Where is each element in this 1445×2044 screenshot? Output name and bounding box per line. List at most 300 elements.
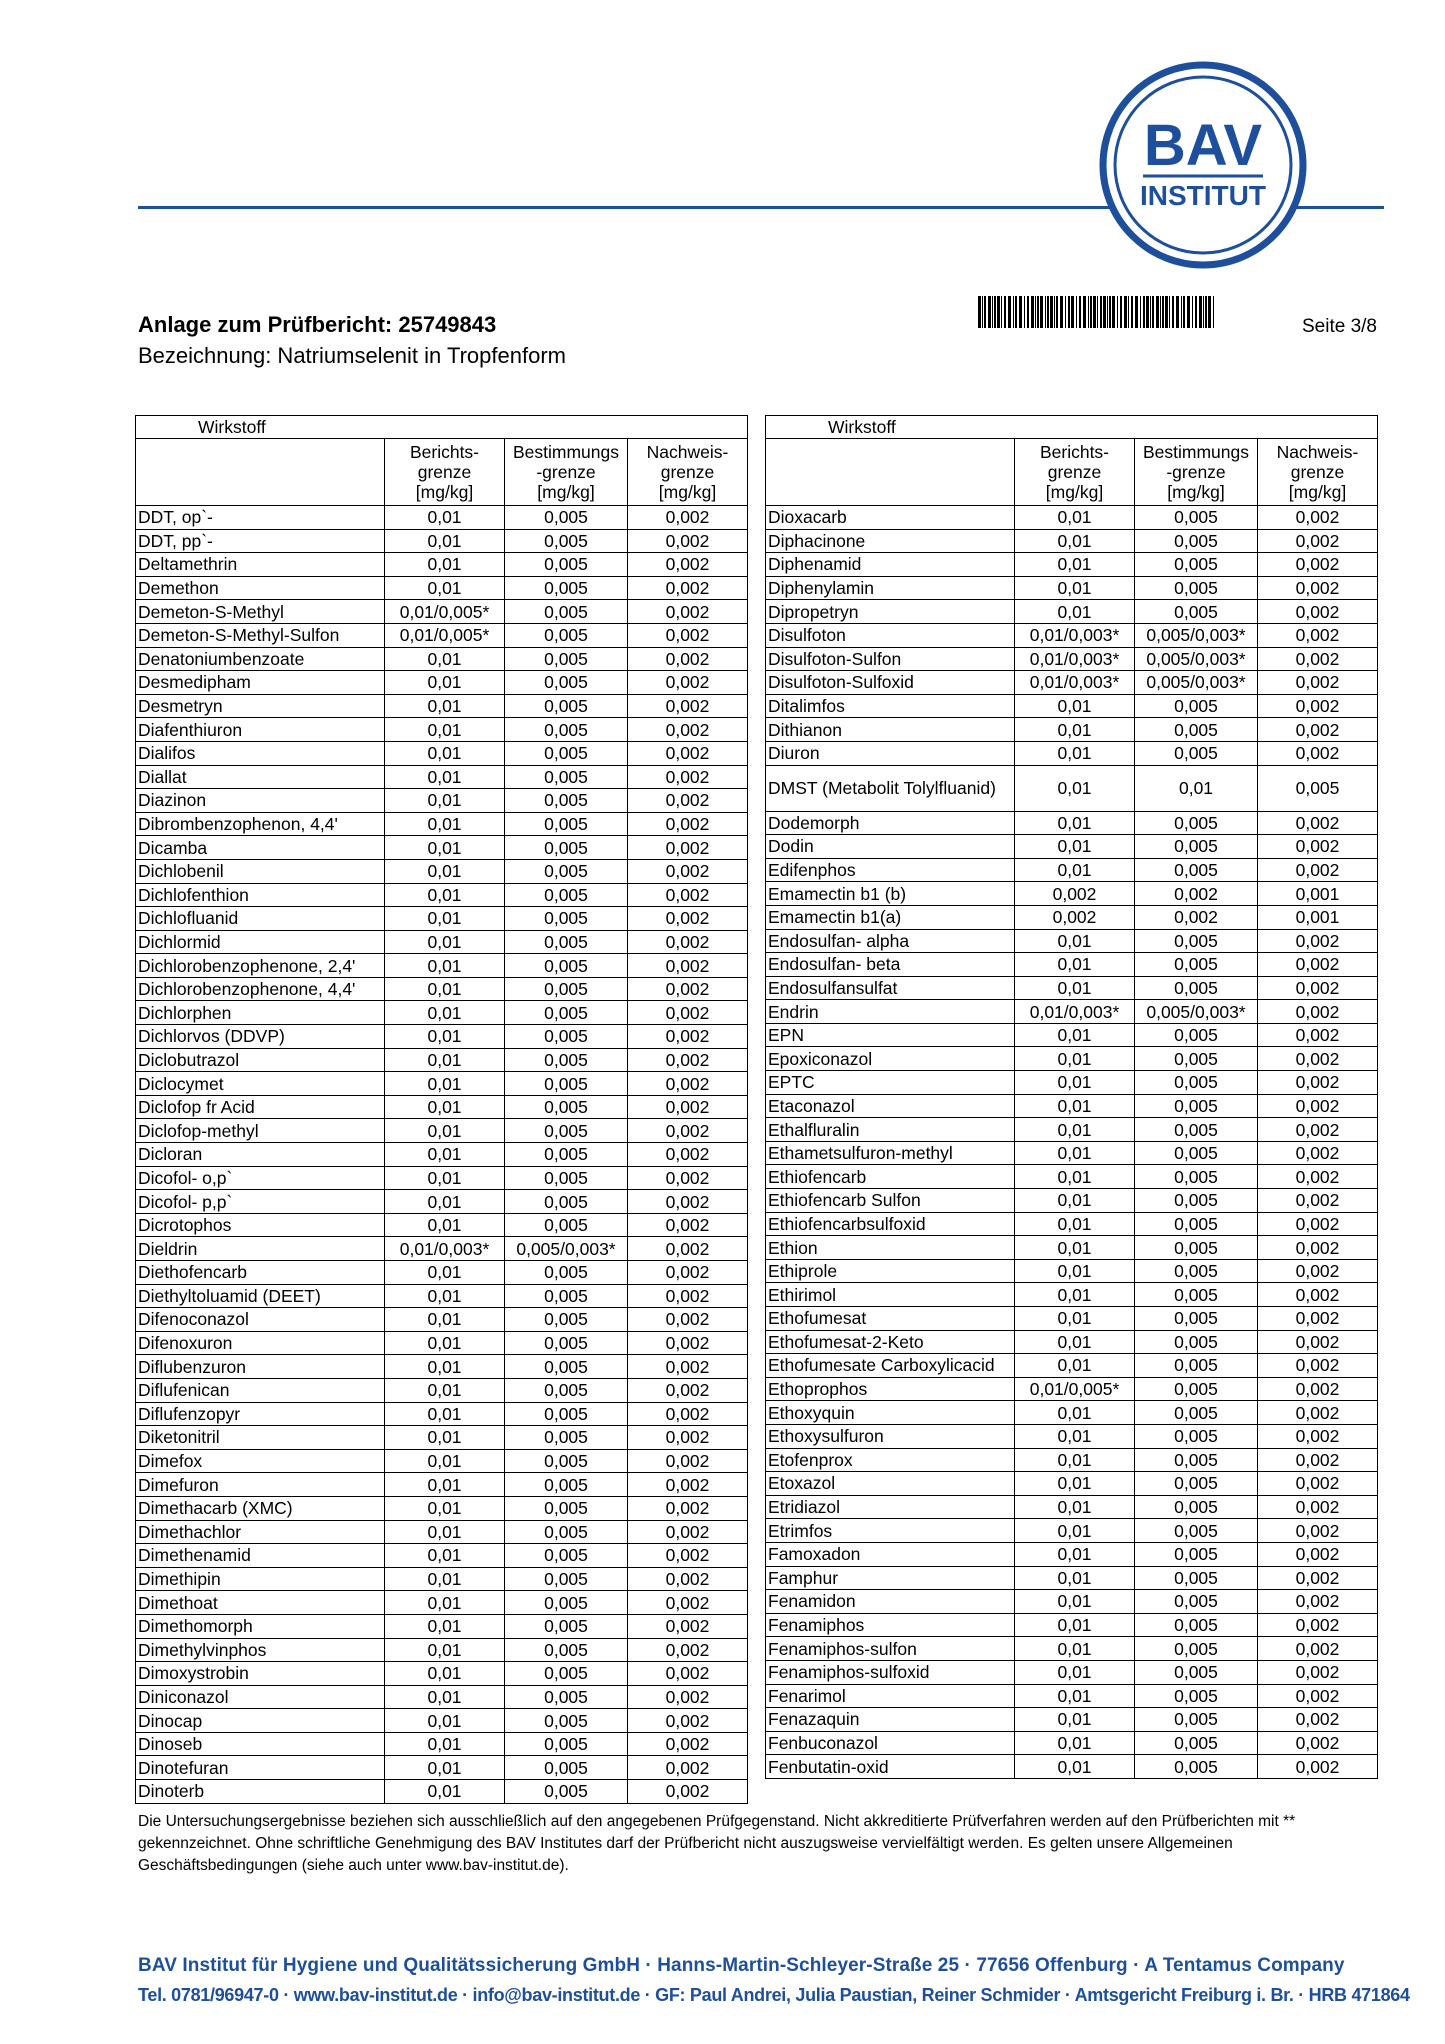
quant-limit-value: 0,005 [1135, 1330, 1258, 1354]
substance-table-right [765, 415, 1378, 1779]
detect-limit-value: 0,002 [628, 600, 748, 624]
detect-limit-value: 0,002 [1258, 1094, 1378, 1118]
substance-name: Dicamba [136, 836, 385, 860]
table-row [766, 1189, 1378, 1213]
quant-limit-value: 0,005 [1135, 1755, 1258, 1779]
table-row [766, 1283, 1378, 1307]
quant-limit-value: 0,005 [505, 576, 628, 600]
detect-limit-value: 0,002 [1258, 929, 1378, 953]
quant-limit-value: 0,005 [1135, 1354, 1258, 1378]
substance-name: Fenamiphos-sulfoxid [766, 1660, 1015, 1684]
substance-name: Diphacinone [766, 529, 1015, 553]
table-row [766, 1000, 1378, 1024]
detect-limit-value: 0,002 [628, 1213, 748, 1237]
table-row [136, 1614, 748, 1638]
quant-limit-value: 0,005 [505, 1449, 628, 1473]
substance-name: DDT, pp`- [136, 529, 385, 553]
table-row [766, 858, 1378, 882]
report-limit-value: 0,01 [385, 741, 505, 765]
report-limit-value: 0,01 [1015, 1448, 1135, 1472]
substance-name: Dimefuron [136, 1473, 385, 1497]
table-row [766, 1448, 1378, 1472]
substance-name: Endosulfan- alpha [766, 929, 1015, 953]
report-limit-value: 0,01 [385, 1402, 505, 1426]
detect-limit-value: 0,002 [628, 1331, 748, 1355]
report-limit-value: 0,01 [385, 1756, 505, 1780]
quant-limit-value: 0,005 [505, 930, 628, 954]
report-limit-value: 0,01 [385, 1662, 505, 1686]
report-limit-value: 0,01 [1015, 1424, 1135, 1448]
table-row [136, 789, 748, 813]
quant-limit-value: 0,005/0,003* [1135, 623, 1258, 647]
table-row [766, 576, 1378, 600]
quant-limit-value: 0,005 [1135, 1212, 1258, 1236]
report-limit-value: 0,002 [1015, 882, 1135, 906]
substance-name: Fenbuconazol [766, 1731, 1015, 1755]
table-row [136, 1544, 748, 1568]
report-limit-value: 0,01 [385, 1544, 505, 1568]
table-row [766, 1259, 1378, 1283]
table-row [766, 1118, 1378, 1142]
substance-name: Deltamethrin [136, 553, 385, 577]
report-limit-value: 0,01 [1015, 741, 1135, 765]
detect-limit-value: 0,002 [628, 647, 748, 671]
quant-limit-value: 0,005 [505, 1426, 628, 1450]
quant-limit-value: 0,005 [1135, 1118, 1258, 1142]
quant-limit-value: 0,005 [1135, 976, 1258, 1000]
substance-name: Endosulfan- beta [766, 953, 1015, 977]
report-limit-value: 0,01 [385, 883, 505, 907]
quant-limit-value: 0,005 [1135, 576, 1258, 600]
report-limit-value: 0,01 [385, 1025, 505, 1049]
substance-name: Diphenylamin [766, 576, 1015, 600]
quant-limit-value: 0,005 [1135, 1047, 1258, 1071]
disclaimer-note: Die Untersuchungsergebnisse beziehen sich ausschließlich auf den angegebenen Prüfgegenstand. Nicht akkreditierte Prüfverfahren werden auf den Prüfberichten mit ** gekennzeichnet. Ohne schriftliche Genehmigung des BAV Institutes darf der Prüfbericht nicht auszugsweise vervielfältigt werden. Es gelten unsere Allgemeinen Geschäftsbedingungen (siehe auch unter www.bav-institut.de). [138, 1813, 1296, 1874]
quant-limit-value: 0,005 [505, 1308, 628, 1332]
footer-company-line: BAV Institut für Hygiene und Qualitätssicherung GmbH · Hanns-Martin-Schleyer-Straße 25 · 77656 Offenburg · A Tentamus Company [138, 1955, 1345, 1976]
report-subtitle: Bezeichnung: Natriumselenit in Tropfenform [138, 343, 566, 368]
detect-limit-value: 0,002 [628, 930, 748, 954]
quant-limit-value: 0,005 [1135, 1165, 1258, 1189]
detect-limit-value: 0,002 [628, 576, 748, 600]
report-limit-value: 0,01 [1015, 1047, 1135, 1071]
page-number: Seite 3/8 [1302, 316, 1377, 337]
substance-name: Dinoterb [136, 1780, 385, 1804]
detect-limit-value: 0,002 [1258, 1165, 1378, 1189]
substance-name: Dinotefuran [136, 1756, 385, 1780]
detect-limit-value: 0,002 [1258, 1401, 1378, 1425]
quant-limit-value: 0,01 [1135, 765, 1258, 811]
report-limit-value: 0,01 [1015, 976, 1135, 1000]
report-limit-value: 0,01 [385, 1072, 505, 1096]
substance-name: Ditalimfos [766, 694, 1015, 718]
substance-table-left [135, 415, 748, 1804]
table-row [136, 1756, 748, 1780]
table-row [136, 1284, 748, 1308]
quant-limit-value: 0,005 [505, 1166, 628, 1190]
quant-limit-value: 0,005 [1135, 1637, 1258, 1661]
substance-name: Endosulfansulfat [766, 976, 1015, 1000]
substance-name: Fenazaquin [766, 1708, 1015, 1732]
table-row [136, 859, 748, 883]
detect-limit-value: 0,002 [1258, 694, 1378, 718]
table-row [766, 1472, 1378, 1496]
report-limit-value: 0,01 [1015, 1189, 1135, 1213]
report-limit-value: 0,01 [1015, 576, 1135, 600]
detect-limit-value: 0,002 [628, 1001, 748, 1025]
detect-limit-value: 0,002 [628, 883, 748, 907]
substance-name: Diclocymet [136, 1072, 385, 1096]
substance-name: Ethiofencarbsulfoxid [766, 1212, 1015, 1236]
detect-limit-value: 0,002 [628, 1449, 748, 1473]
table-row [766, 953, 1378, 977]
table-row [766, 905, 1378, 929]
detect-limit-value: 0,002 [628, 1119, 748, 1143]
table-row [766, 1613, 1378, 1637]
report-limit-value: 0,01 [1015, 1094, 1135, 1118]
quant-limit-value: 0,005 [1135, 1684, 1258, 1708]
table-row [136, 1567, 748, 1591]
quant-limit-value: 0,005 [1135, 1590, 1258, 1614]
substance-name: Dimethipin [136, 1567, 385, 1591]
report-limit-value: 0,01 [385, 647, 505, 671]
substance-name: Dimethachlor [136, 1520, 385, 1544]
report-limit-value: 0,01 [1015, 858, 1135, 882]
table-row [766, 1542, 1378, 1566]
substance-name: Dimethomorph [136, 1614, 385, 1638]
quant-limit-value: 0,005 [1135, 553, 1258, 577]
detect-limit-value: 0,002 [628, 1355, 748, 1379]
quant-limit-value: 0,005 [505, 1119, 628, 1143]
table-row [766, 1684, 1378, 1708]
substance-name: Dioxacarb [766, 506, 1015, 530]
detect-limit-value: 0,002 [1258, 1637, 1378, 1661]
report-limit-value: 0,01/0,003* [1015, 623, 1135, 647]
report-limit-value: 0,01 [1015, 1566, 1135, 1590]
detect-limit-value: 0,002 [628, 1638, 748, 1662]
substance-name: Dichlorobenzophenone, 4,4' [136, 977, 385, 1001]
quant-limit-value: 0,005 [505, 907, 628, 931]
report-limit-value: 0,01/0,003* [1015, 647, 1135, 671]
report-limit-value: 0,01 [1015, 953, 1135, 977]
quant-limit-value: 0,005 [1135, 1519, 1258, 1543]
detect-limit-value: 0,002 [1258, 811, 1378, 835]
report-limit-value: 0,01 [385, 1567, 505, 1591]
table-row [766, 1708, 1378, 1732]
substance-name: Etaconazol [766, 1094, 1015, 1118]
detect-limit-value: 0,002 [1258, 1259, 1378, 1283]
quant-limit-value: 0,005 [1135, 1236, 1258, 1260]
substance-name: Disulfoton-Sulfon [766, 647, 1015, 671]
quant-limit-value: 0,005 [1135, 1424, 1258, 1448]
detect-limit-value: 0,002 [1258, 1377, 1378, 1401]
quant-limit-value: 0,005 [505, 647, 628, 671]
quant-limit-value: 0,005 [1135, 1283, 1258, 1307]
table-row [136, 553, 748, 577]
detect-limit-value: 0,002 [1258, 623, 1378, 647]
table-row [136, 930, 748, 954]
substance-name: Dichlorvos (DDVP) [136, 1025, 385, 1049]
detect-limit-value: 0,002 [628, 671, 748, 695]
table-row [766, 1755, 1378, 1779]
table-row [136, 1402, 748, 1426]
quant-limit-value: 0,005 [505, 1709, 628, 1733]
report-limit-value: 0,01 [385, 718, 505, 742]
quant-limit-value: 0,005 [1135, 600, 1258, 624]
report-limit-value: 0,01 [1015, 1731, 1135, 1755]
table-row [766, 1566, 1378, 1590]
report-limit-value: 0,01 [385, 1284, 505, 1308]
detect-limit-value: 0,002 [628, 1780, 748, 1804]
report-limit-value: 0,01 [1015, 1283, 1135, 1307]
detect-limit-value: 0,002 [628, 1614, 748, 1638]
report-limit-value: 0,01 [385, 1473, 505, 1497]
report-limit-value: 0,01 [385, 529, 505, 553]
detect-limit-value: 0,002 [1258, 1613, 1378, 1637]
detect-limit-value: 0,002 [1258, 1354, 1378, 1378]
report-limit-value: 0,01 [1015, 1401, 1135, 1425]
table-row [766, 623, 1378, 647]
quant-limit-value: 0,005 [1135, 741, 1258, 765]
report-limit-value: 0,01 [385, 954, 505, 978]
quant-limit-value: 0,005 [505, 1473, 628, 1497]
detect-limit-value: 0,002 [1258, 529, 1378, 553]
table-row [766, 1023, 1378, 1047]
table-row [766, 741, 1378, 765]
report-limit-value: 0,01 [385, 1001, 505, 1025]
report-limit-value: 0,01 [1015, 811, 1135, 835]
table-row [136, 576, 748, 600]
report-limit-value: 0,01 [385, 977, 505, 1001]
quant-limit-value: 0,005 [1135, 1259, 1258, 1283]
report-limit-value: 0,01 [1015, 553, 1135, 577]
header-detect-limit: Nachweis- grenze [mg/kg] [628, 439, 748, 506]
detect-limit-value: 0,002 [1258, 576, 1378, 600]
quant-limit-value: 0,005 [1135, 1023, 1258, 1047]
substance-name: Ethoprophos [766, 1377, 1015, 1401]
report-limit-value: 0,01 [1015, 1118, 1135, 1142]
quant-limit-value: 0,005 [505, 1544, 628, 1568]
substance-name: Diketonitril [136, 1426, 385, 1450]
quant-limit-value: 0,005 [505, 1261, 628, 1285]
substance-name: Dodin [766, 835, 1015, 859]
substance-name: Disulfoton [766, 623, 1015, 647]
substance-name: Desmedipham [136, 671, 385, 695]
report-limit-value: 0,01 [385, 1520, 505, 1544]
detect-limit-value: 0,002 [1258, 1590, 1378, 1614]
report-limit-value: 0,01 [385, 1308, 505, 1332]
substance-name: Fenbutatin-oxid [766, 1755, 1015, 1779]
table-row [136, 529, 748, 553]
report-limit-value: 0,01 [385, 1732, 505, 1756]
table-row [136, 883, 748, 907]
substance-name: Dichlormid [136, 930, 385, 954]
quant-limit-value: 0,005 [1135, 694, 1258, 718]
detect-limit-value: 0,002 [628, 694, 748, 718]
detect-limit-value: 0,002 [628, 623, 748, 647]
table-row [136, 647, 748, 671]
header-substance: Wirkstoff [766, 416, 1378, 439]
report-limit-value: 0,01 [1015, 1519, 1135, 1543]
detect-limit-value: 0,002 [1258, 1495, 1378, 1519]
substance-name: Dimethacarb (XMC) [136, 1496, 385, 1520]
quant-limit-value: 0,005 [1135, 835, 1258, 859]
detect-limit-value: 0,002 [628, 954, 748, 978]
table-row [766, 1330, 1378, 1354]
table-row [136, 623, 748, 647]
substance-name: Dichlorphen [136, 1001, 385, 1025]
substance-name: Diethyltoluamid (DEET) [136, 1284, 385, 1308]
report-title: Anlage zum Prüfbericht: 25749843 [138, 312, 497, 337]
detect-limit-value: 0,002 [1258, 1000, 1378, 1024]
quant-limit-value: 0,005 [505, 1025, 628, 1049]
detect-limit-value: 0,002 [628, 1732, 748, 1756]
table-row [766, 882, 1378, 906]
report-limit-value: 0,01 [1015, 1165, 1135, 1189]
quant-limit-value: 0,005 [1135, 953, 1258, 977]
table-row [766, 1094, 1378, 1118]
substance-name: Ethoxyquin [766, 1401, 1015, 1425]
table-row [766, 1165, 1378, 1189]
report-limit-value: 0,01 [1015, 1236, 1135, 1260]
quant-limit-value: 0,005/0,003* [1135, 1000, 1258, 1024]
quant-limit-value: 0,005 [1135, 1566, 1258, 1590]
report-limit-value: 0,01 [385, 1709, 505, 1733]
substance-name: Dicofol- o,p` [136, 1166, 385, 1190]
report-limit-value: 0,01 [1015, 835, 1135, 859]
report-limit-value: 0,01 [385, 1143, 505, 1167]
report-limit-value: 0,01 [1015, 1613, 1135, 1637]
detect-limit-value: 0,002 [1258, 1307, 1378, 1331]
header-report-limit: Berichts- grenze [mg/kg] [385, 439, 505, 506]
detect-limit-value: 0,002 [1258, 953, 1378, 977]
quant-limit-value: 0,005 [505, 1190, 628, 1214]
detect-limit-value: 0,002 [628, 553, 748, 577]
table-row [136, 1662, 748, 1686]
quant-limit-value: 0,002 [1135, 905, 1258, 929]
substance-name: Etoxazol [766, 1472, 1015, 1496]
substance-name: Dinocap [136, 1709, 385, 1733]
quant-limit-value: 0,005 [1135, 1731, 1258, 1755]
detect-limit-value: 0,002 [1258, 1118, 1378, 1142]
table-row [766, 976, 1378, 1000]
detect-limit-value: 0,002 [628, 1190, 748, 1214]
substance-name: Ethofumesat [766, 1307, 1015, 1331]
substance-name: Endrin [766, 1000, 1015, 1024]
detect-limit-value: 0,002 [1258, 1424, 1378, 1448]
substance-name: Demeton-S-Methyl [136, 600, 385, 624]
quant-limit-value: 0,005 [1135, 1189, 1258, 1213]
table-row [766, 506, 1378, 530]
table-row [136, 1143, 748, 1167]
quant-limit-value: 0,005 [1135, 929, 1258, 953]
detect-limit-value: 0,002 [1258, 671, 1378, 695]
quant-limit-value: 0,005 [505, 977, 628, 1001]
detect-limit-value: 0,002 [1258, 1047, 1378, 1071]
substance-name: Ethalfluralin [766, 1118, 1015, 1142]
substance-name: DDT, op`- [136, 506, 385, 530]
report-limit-value: 0,01 [1015, 1141, 1135, 1165]
report-limit-value: 0,01 [385, 1095, 505, 1119]
report-limit-value: 0,01 [385, 1614, 505, 1638]
detect-limit-value: 0,002 [1258, 1212, 1378, 1236]
table-row [136, 1780, 748, 1804]
quant-limit-value: 0,005 [505, 1591, 628, 1615]
quant-limit-value: 0,005 [505, 1402, 628, 1426]
table-row [766, 1731, 1378, 1755]
footer-contact-line: Tel. 0781/96947-0 · www.bav-institut.de · info@bav-institut.de · GF: Paul Andrei, Julia Paustian, Reiner Schmider · Amtsgericht Freiburg i. Br. · HRB 471864 [138, 1985, 1410, 2005]
quant-limit-value: 0,005/0,003* [505, 1237, 628, 1261]
report-limit-value: 0,01 [1015, 1542, 1135, 1566]
logo-text-top: BAV [1143, 113, 1263, 178]
header-blank [136, 439, 385, 506]
report-limit-value: 0,01 [1015, 1259, 1135, 1283]
table-row [136, 718, 748, 742]
table-row [136, 1496, 748, 1520]
report-limit-value: 0,01 [1015, 1354, 1135, 1378]
quant-limit-value: 0,005 [1135, 1307, 1258, 1331]
report-limit-value: 0,01/0,003* [1015, 671, 1135, 695]
table-row [136, 1520, 748, 1544]
logo-text-bottom: INSTITUT [1140, 180, 1266, 211]
detect-limit-value: 0,002 [628, 1520, 748, 1544]
quant-limit-value: 0,005 [505, 789, 628, 813]
detect-limit-value: 0,002 [628, 1284, 748, 1308]
table-row [136, 765, 748, 789]
report-limit-value: 0,01 [1015, 1637, 1135, 1661]
substance-name: Ethiofencarb [766, 1165, 1015, 1189]
quant-limit-value: 0,005 [505, 1378, 628, 1402]
report-limit-value: 0,01 [385, 1213, 505, 1237]
substance-name: Diafenthiuron [136, 718, 385, 742]
report-limit-value: 0,01 [1015, 600, 1135, 624]
quant-limit-value: 0,005 [505, 883, 628, 907]
detect-limit-value: 0,002 [628, 977, 748, 1001]
table-row [136, 741, 748, 765]
substance-name: Dibrombenzophenon, 4,4' [136, 812, 385, 836]
report-limit-value: 0,01 [1015, 506, 1135, 530]
quant-limit-value: 0,005 [1135, 1660, 1258, 1684]
report-limit-value: 0,01 [1015, 765, 1135, 811]
report-limit-value: 0,01 [1015, 929, 1135, 953]
report-limit-value: 0,01 [385, 1449, 505, 1473]
quant-limit-value: 0,005 [505, 1331, 628, 1355]
header-report-limit: Berichts- grenze [mg/kg] [1015, 439, 1135, 506]
report-limit-value: 0,01 [385, 553, 505, 577]
detect-limit-value: 0,002 [628, 789, 748, 813]
report-limit-value: 0,01 [385, 1355, 505, 1379]
detect-limit-value: 0,002 [628, 1048, 748, 1072]
quant-limit-value: 0,005 [1135, 1401, 1258, 1425]
table-row [136, 671, 748, 695]
quant-limit-value: 0,005 [505, 1048, 628, 1072]
table-row [136, 1591, 748, 1615]
table-row [136, 1001, 748, 1025]
quant-limit-value: 0,005 [1135, 1708, 1258, 1732]
substance-name: EPTC [766, 1071, 1015, 1095]
table-row [136, 1355, 748, 1379]
detect-limit-value: 0,002 [628, 1709, 748, 1733]
detect-limit-value: 0,005 [1258, 765, 1378, 811]
table-row [136, 1119, 748, 1143]
quant-limit-value: 0,005 [505, 1732, 628, 1756]
detect-limit-value: 0,002 [628, 1473, 748, 1497]
detect-limit-value: 0,001 [1258, 905, 1378, 929]
report-limit-value: 0,01/0,005* [385, 623, 505, 647]
detect-limit-value: 0,002 [1258, 1708, 1378, 1732]
table-row [766, 600, 1378, 624]
table-row [766, 1236, 1378, 1260]
